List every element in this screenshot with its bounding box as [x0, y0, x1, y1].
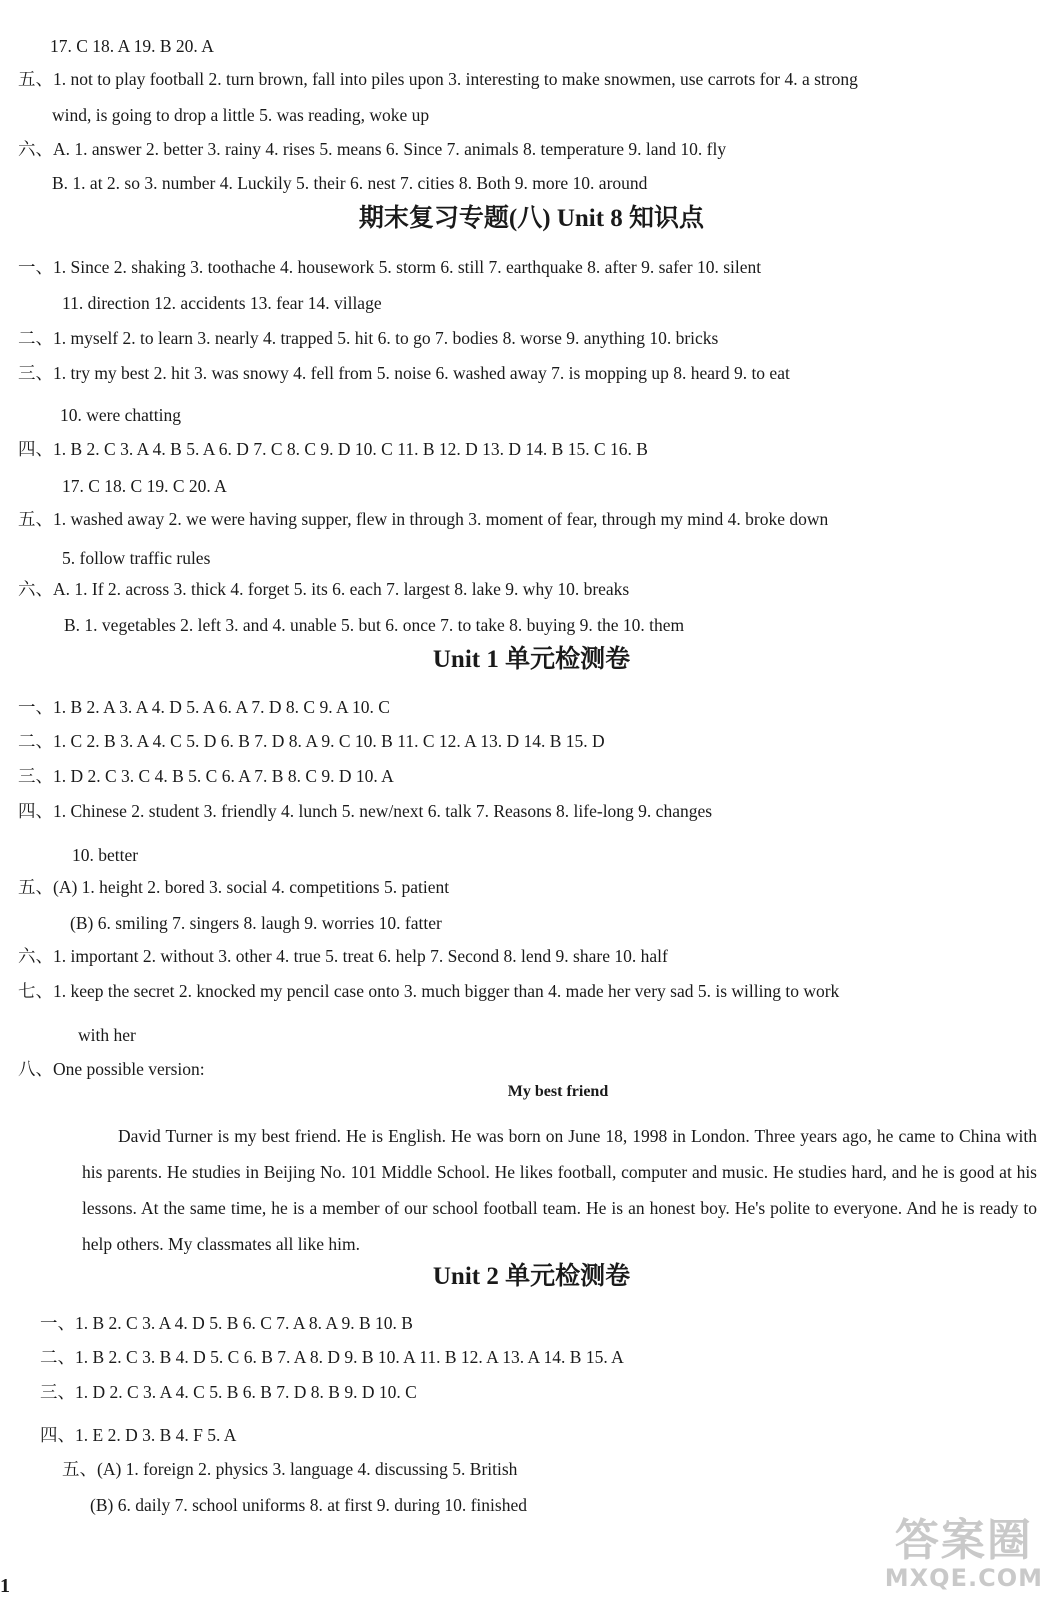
watermark-url: MXQE.COM: [884, 1564, 1043, 1592]
answer-line: 五、1. not to play football 2. turn brown, fall into piles upon 3. interesting to make snowmen, use carrots for 4. a strong: [18, 69, 858, 89]
answer-line: 六、1. important 2. without 3. other 4. true 5. treat 6. help 7. Second 8. lend 9. share 10. half: [18, 946, 668, 966]
answer-line: 五、(A) 1. height 2. bored 3. social 4. competitions 5. patient: [18, 877, 450, 897]
section-title-unit1: Unit 1 单元检测卷: [432, 646, 631, 673]
answer-line: 五、1. washed away 2. we were having supper, flew in through 3. moment of fear, through my mind 4. broke down: [18, 509, 829, 529]
answer-line: 三、1. D 2. C 3. C 4. B 5. C 6. A 7. B 8. C 9. D 10. A: [18, 766, 394, 786]
answer-line: (B) 6. smiling 7. singers 8. laugh 9. worries 10. fatter: [70, 913, 442, 933]
essay-title: My best friend: [507, 1083, 609, 1100]
answer-line: 二、1. myself 2. to learn 3. nearly 4. trapped 5. hit 6. to go 7. bodies 8. worse 9. anything 10. bricks: [18, 328, 719, 348]
answer-line: 10. better: [72, 845, 139, 865]
answer-line: B. 1. at 2. so 3. number 4. Luckily 5. their 6. nest 7. cities 8. Both 9. more 10. around: [52, 173, 648, 193]
answer-line: B. 1. vegetables 2. left 3. and 4. unable 5. but 6. once 7. to take 8. buying 9. the 10. them: [64, 615, 685, 635]
answer-line: 5. follow traffic rules: [62, 548, 211, 568]
watermark-logo: 答案圈: [894, 1515, 1033, 1566]
answer-line: 八、One possible version:: [18, 1059, 205, 1079]
answer-line: (B) 6. daily 7. school uniforms 8. at first 9. during 10. finished: [90, 1495, 527, 1515]
answer-line: 四、1. B 2. C 3. A 4. B 5. A 6. D 7. C 8. C 9. D 10. C 11. B 12. D 13. D 14. B 15. C 16. B: [18, 439, 648, 459]
answer-line: 二、1. B 2. C 3. B 4. D 5. C 6. B 7. A 8. D 9. B 10. A 11. B 12. A 13. A 14. B 15. A: [40, 1347, 624, 1367]
page-number: 1: [0, 1575, 10, 1597]
essay-paragraph: David Turner is my best friend. He is English. He was born on June 18, 1998 in London. Three years ago, he came to China with his parents. He studies in Beijing No. 101 Middle School. He likes football, computer and music. He studies hard, and he is good at his lessons. At the same time, he is a member of our school football team. He is an honest boy. He's polite to everyone. And he is ready to help others. My classmates all like him.: [82, 1126, 1037, 1254]
answer-line: 三、1. D 2. C 3. A 4. C 5. B 6. B 7. D 8. B 9. D 10. C: [40, 1382, 417, 1402]
answer-line: 三、1. try my best 2. hit 3. was snowy 4. fell from 5. noise 6. washed away 7. is mopping up 8. heard 9. to eat: [18, 363, 790, 383]
essay-body: [82, 1118, 1037, 1262]
answer-line: 二、1. C 2. B 3. A 4. C 5. D 6. B 7. D 8. A 9. C 10. B 11. C 12. A 13. D 14. B 15. D: [18, 731, 605, 751]
answer-line: with her: [78, 1025, 136, 1045]
answer-line: 七、1. keep the secret 2. knocked my pencil case onto 3. much bigger than 4. made her very sad 5. is willing to work: [18, 981, 840, 1001]
answer-line: 17. C 18. C 19. C 20. A: [62, 476, 227, 496]
answer-line: 10. were chatting: [60, 405, 181, 425]
section-title-unit2: Unit 2 单元检测卷: [432, 1263, 631, 1290]
answer-line: 11. direction 12. accidents 13. fear 14. village: [62, 293, 382, 313]
answer-line: 六、A. 1. If 2. across 3. thick 4. forget 5. its 6. each 7. largest 8. lake 9. why 10. breaks: [18, 579, 630, 599]
answer-line: 17. C 18. A 19. B 20. A: [50, 36, 214, 56]
answer-line: 四、1. E 2. D 3. B 4. F 5. A: [40, 1425, 237, 1445]
section-title-review8: 期末复习专题(八) Unit 8 知识点: [358, 205, 705, 232]
watermark: [884, 1515, 1043, 1592]
answer-line: 五、(A) 1. foreign 2. physics 3. language 4. discussing 5. British: [62, 1459, 518, 1479]
answer-line: 六、A. 1. answer 2. better 3. rainy 4. rises 5. means 6. Since 7. animals 8. temperature 9. land 10. fly: [18, 139, 727, 159]
answer-line: 一、1. B 2. A 3. A 4. D 5. A 6. A 7. D 8. C 9. A 10. C: [18, 697, 390, 717]
answer-line: 一、1. B 2. C 3. A 4. D 5. B 6. C 7. A 8. A 9. B 10. B: [40, 1313, 413, 1333]
answer-line: 四、1. Chinese 2. student 3. friendly 4. lunch 5. new/next 6. talk 7. Reasons 8. life-long 9. changes: [18, 801, 713, 821]
answer-line: wind, is going to drop a little 5. was reading, woke up: [52, 105, 430, 125]
answer-line: 一、1. Since 2. shaking 3. toothache 4. housework 5. storm 6. still 7. earthquake 8. after 9. safer 10. silent: [18, 257, 762, 277]
